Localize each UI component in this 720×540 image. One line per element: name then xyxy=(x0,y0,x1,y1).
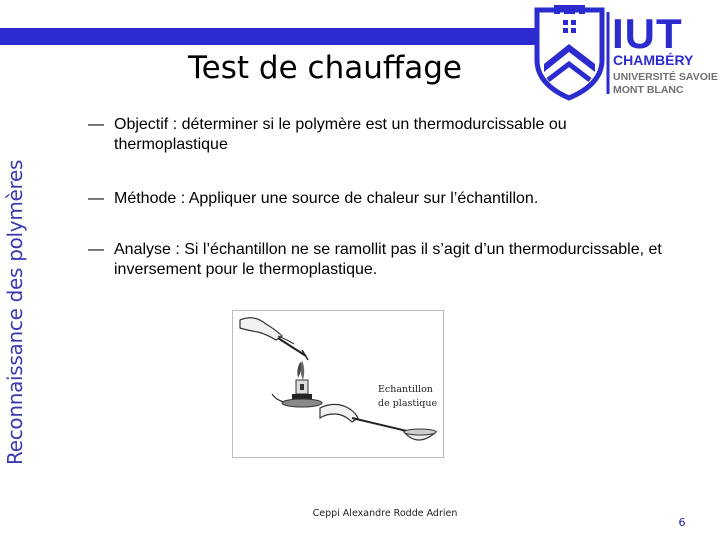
bullet-text: Méthode : Appliquer une source de chaleur sur l’échantillon. xyxy=(114,190,539,207)
bullet-text: Objectif : déterminer si le polymère est un thermodurcissable ou thermoplastique xyxy=(114,116,567,153)
logo-line1: CHAMBÉRY xyxy=(613,52,694,68)
bullet-methode xyxy=(88,189,674,209)
slide-title: Test de chauffage xyxy=(188,50,462,86)
iut-logo xyxy=(532,2,720,102)
page-number: 6 xyxy=(678,516,686,529)
logo-line3: MONT BLANC xyxy=(613,84,684,96)
footer-authors: Ceppi Alexandre Rodde Adrien xyxy=(312,508,458,519)
section-side-title: Reconnaissance des polymères xyxy=(3,159,27,465)
bullet-marker: — xyxy=(88,190,104,207)
heating-test-illustration xyxy=(232,310,444,458)
logo-name: IUT xyxy=(612,10,683,57)
logo-line2: UNIVERSITÉ SAVOIE xyxy=(613,71,718,83)
header-accent-bar xyxy=(0,28,535,45)
sample-label-line1: Echantillon xyxy=(378,384,433,395)
bullet-marker: — xyxy=(88,241,104,258)
bullet-objectif xyxy=(88,115,674,155)
bullet-analyse xyxy=(88,240,674,280)
sample-label-line2: de plastique xyxy=(378,398,438,409)
bullet-text: Analyse : Si l’échantillon ne se ramollit pas il s’agit d’un thermodurcissable, et inversement pour le thermoplastique. xyxy=(114,241,662,278)
shield-icon xyxy=(537,5,602,98)
bullet-marker: — xyxy=(88,116,104,133)
